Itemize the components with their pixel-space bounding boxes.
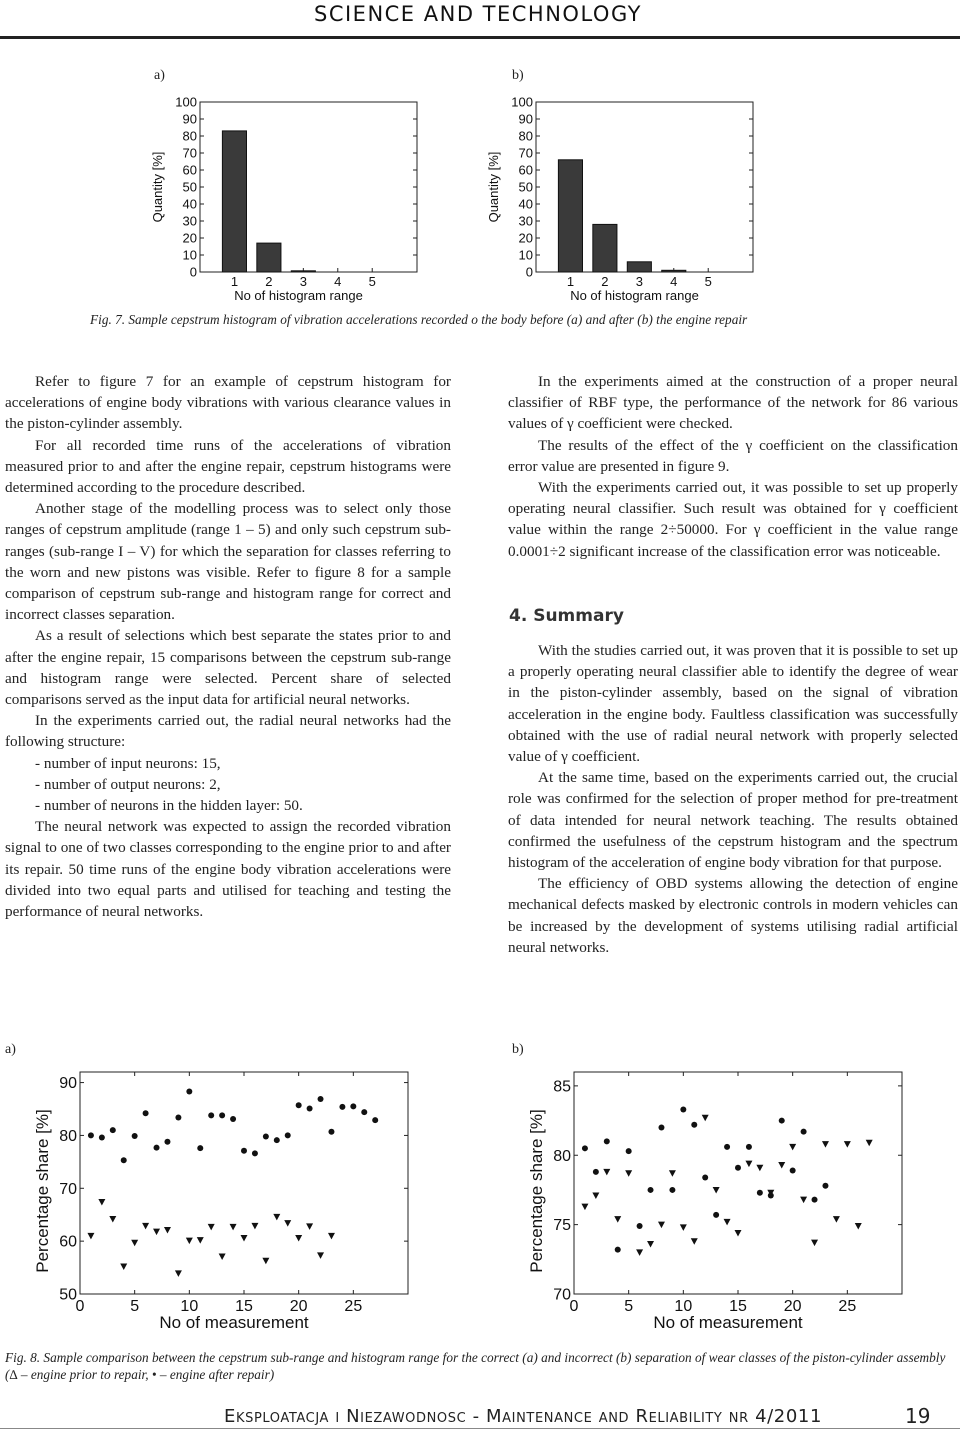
y-tick-label: 50 <box>182 179 197 195</box>
y-tick-label: 90 <box>182 111 197 127</box>
after-repair-point <box>801 1129 807 1135</box>
y-tick-label: 80 <box>59 1128 77 1146</box>
x-tick-label: 10 <box>674 1298 693 1315</box>
y-tick-label: 20 <box>182 230 197 246</box>
list-item-hidden-neurons: - number of neurons in the hidden layer: 50. <box>35 797 303 815</box>
after-repair-point <box>307 1105 313 1111</box>
after-repair-point <box>143 1110 149 1116</box>
after-repair-point <box>99 1135 105 1141</box>
x-tick-label: 2 <box>265 274 273 289</box>
y-tick-label: 90 <box>518 111 533 127</box>
histogram-bar <box>627 262 651 272</box>
histogram-bar <box>222 131 246 272</box>
y-tick-label: 100 <box>175 94 197 110</box>
after-repair-point <box>208 1112 214 1118</box>
y-tick-label: 70 <box>59 1180 77 1198</box>
y-tick-label: 70 <box>518 145 533 161</box>
x-tick-label: 1 <box>230 274 239 289</box>
after-repair-point <box>812 1197 818 1203</box>
x-tick-label: 0 <box>75 1298 85 1315</box>
fig8a-chart <box>28 1062 448 1342</box>
after-repair-point <box>164 1139 170 1145</box>
list-item-input-neurons: - number of input neurons: 15, <box>35 754 221 772</box>
after-repair-point <box>582 1145 588 1151</box>
y-tick-label: 80 <box>553 1147 571 1165</box>
after-repair-point <box>822 1183 828 1189</box>
after-repair-point <box>680 1106 686 1112</box>
after-repair-point <box>713 1212 719 1218</box>
footer-journal: Eksploatacja i Niezawodnosc - Maintenance and Reliability nr 4/2011 <box>224 1406 822 1427</box>
after-repair-point <box>615 1247 621 1253</box>
after-repair-point <box>252 1150 258 1156</box>
after-repair-point <box>604 1138 610 1144</box>
page-number: 19 <box>905 1404 931 1428</box>
y-tick-label: 0 <box>189 264 197 280</box>
y-tick-label: 40 <box>182 196 197 212</box>
left-paragraph-3: Another stage of the modelling process was to select only those ranges of cepstrum amplitude (range 1 – 5) and only such cepstrum sub-ranges (sub-range I – V) for which the separation for classes referring to the worn and new pistons was visible. Refer to figure 8 for a sample comparison of cepstrum sub-range and histogram range for correct and incorrect classes separation. <box>5 500 451 624</box>
y-tick-label: 80 <box>182 128 197 144</box>
fig8b-chart <box>522 1062 942 1342</box>
after-repair-point <box>361 1109 367 1115</box>
after-repair-point <box>626 1148 632 1154</box>
list-item-output-neurons: - number of output neurons: 2, <box>35 775 221 793</box>
right-paragraph-1: In the experiments aimed at the construction of a proper neural classifier of RBF type, the performance of the network for 86 various values of γ coefficient were checked. <box>508 373 958 433</box>
running-header: SCIENCE AND TECHNOLOGY <box>313 2 642 26</box>
right-paragraph-2: The results of the effect of the γ coefficient on the classification error value are presented in figure 9. <box>508 436 958 475</box>
x-tick-label: 20 <box>783 1298 802 1315</box>
after-repair-point <box>702 1174 708 1180</box>
section-title-summary: 4. Summary <box>509 606 624 626</box>
after-repair-point <box>88 1132 94 1138</box>
after-repair-point <box>121 1157 127 1163</box>
fig8-label-a: a) <box>5 1042 16 1057</box>
after-repair-point <box>372 1117 378 1123</box>
histogram-bar <box>257 243 281 272</box>
x-tick-label: 15 <box>729 1298 747 1315</box>
after-repair-point <box>669 1187 675 1193</box>
y-tick-label: 50 <box>59 1286 77 1304</box>
after-repair-point <box>263 1133 269 1139</box>
fig7b-chart <box>483 92 783 307</box>
y-axis-label: Quantity [%] <box>150 151 165 223</box>
plot-frame <box>80 1072 408 1294</box>
y-tick-label: 30 <box>182 213 197 229</box>
after-repair-point <box>637 1223 643 1229</box>
x-tick-label: 2 <box>601 274 609 289</box>
y-tick-label: 20 <box>518 230 533 246</box>
after-repair-point <box>790 1168 796 1174</box>
right-paragraph-5: At the same time, based on the experiments carried out, the crucial role was confirmed for the selection of proper method for pre-treatment of data intended for neural network teaching. The results obtained confirmed the usefulness of the cepstrum histogram and the spectrum histogram of the acceleration of engine body vibration for that purpose. <box>508 769 958 872</box>
x-tick-label: 20 <box>289 1298 308 1315</box>
left-paragraph-1: Refer to figure 7 for an example of cepstrum histogram for accelerations of engine body vibrations with various clearance values in the piston-cylinder assembly. <box>5 373 451 433</box>
x-tick-label: 25 <box>838 1298 857 1315</box>
right-column-top <box>508 371 958 562</box>
x-tick-label: 4 <box>670 274 678 289</box>
after-repair-point <box>593 1169 599 1175</box>
after-repair-point <box>779 1118 785 1124</box>
left-paragraph-4: As a result of selections which best separate the states prior to and after the engine repair, 15 comparisons between the cepstrum sub-range and histogram range were selected. Percent share of selected comparisons served as the input data for artificial neural networks. <box>5 627 451 709</box>
fig8-caption-label: Fig. 8. <box>5 1350 41 1365</box>
y-tick-label: 30 <box>518 213 533 229</box>
y-tick-label: 85 <box>553 1078 571 1096</box>
after-repair-point <box>175 1114 181 1120</box>
y-tick-label: 10 <box>182 247 197 263</box>
fig7-label-b: b) <box>512 68 524 83</box>
after-repair-point <box>724 1144 730 1150</box>
y-tick-label: 70 <box>553 1286 571 1304</box>
after-repair-point <box>691 1122 697 1128</box>
x-axis-label: No of measurement <box>159 1313 309 1332</box>
x-tick-label: 5 <box>130 1298 140 1315</box>
after-repair-point <box>648 1187 654 1193</box>
x-tick-label: 5 <box>368 274 376 289</box>
x-tick-label: 25 <box>344 1298 363 1315</box>
after-repair-point <box>285 1132 291 1138</box>
left-paragraph-2: For all recorded time runs of the accelerations of vibration measured prior to and after the engine repair, cepstrum histograms were determined according to the procedure described. <box>5 436 451 497</box>
right-column-summary <box>508 640 958 958</box>
fig8-caption <box>5 1349 960 1383</box>
y-tick-label: 80 <box>518 128 533 144</box>
fig7a-chart <box>145 92 445 307</box>
plot-frame <box>574 1072 902 1294</box>
y-tick-label: 50 <box>518 179 533 195</box>
y-tick-label: 10 <box>518 247 533 263</box>
fig8-caption-text: Sample comparison between the cepstrum sub-range and histogram range for the correct (a) and incorrect (b) separation of wear classes of the piston-cylinder assembly (∆ – engine prior to repair, • – engine after repair) <box>5 1350 946 1382</box>
after-repair-point <box>746 1144 752 1150</box>
footer-rule <box>0 1428 960 1429</box>
left-paragraph-6: The neural network was expected to assign the recorded vibration signal to one of two classes corresponding to the engine prior to and after its repair. 50 time runs of the engine body vibration accelerations were divided into two equal parts and utilised for teaching and testing the performance of neural networks. <box>5 818 451 921</box>
x-tick-label: 5 <box>624 1298 634 1315</box>
after-repair-point <box>350 1103 356 1109</box>
y-axis-label: Percentage share [%] <box>33 1109 52 1273</box>
histogram-bar <box>593 224 617 272</box>
histogram-bar <box>558 160 582 272</box>
x-tick-label: 15 <box>235 1298 253 1315</box>
right-paragraph-3: With the experiments carried out, it was possible to set up properly operating neural classifier. Such result was obtained for γ coefficient value within the range 2÷50000. For γ coefficient in the value range 0.0001÷2 significant increase of the classification error was noticeable. <box>508 479 958 560</box>
after-repair-point <box>154 1145 160 1151</box>
after-repair-point <box>110 1127 116 1133</box>
after-repair-point <box>241 1148 247 1154</box>
x-tick-label: 0 <box>569 1298 579 1315</box>
x-tick-label: 1 <box>566 274 575 289</box>
x-axis-label: No of histogram range <box>234 288 363 303</box>
x-axis-label: No of histogram range <box>570 288 699 303</box>
after-repair-point <box>186 1089 192 1095</box>
y-tick-label: 90 <box>59 1075 77 1093</box>
after-repair-point <box>132 1133 138 1139</box>
fig8-label-b: b) <box>512 1042 524 1057</box>
header-rule <box>0 36 960 39</box>
x-tick-label: 3 <box>635 274 643 289</box>
y-tick-label: 70 <box>182 145 197 161</box>
after-repair-point <box>296 1102 302 1108</box>
y-tick-label: 0 <box>525 264 533 280</box>
after-repair-point <box>757 1190 763 1196</box>
right-paragraph-4: With the studies carried out, it was proven that it is possible to set up a properly operating neural classifier able to identify the degree of wear in the piston-cylinder assembly, based on the signal of vibration acceleration in the engine body. Faultless classification was successfully obtained with the use of radial neural network with properly selected value of γ coefficient. <box>508 642 958 766</box>
after-repair-point <box>658 1125 664 1131</box>
after-repair-point <box>328 1129 334 1135</box>
x-tick-label: 4 <box>334 274 342 289</box>
x-tick-label: 5 <box>704 274 712 289</box>
right-paragraph-6: The efficiency of OBD systems allowing the detection of engine mechanical defects masked by electronic controls in modern vehicles can be increased by the development of systems utilising radial artificial neural networks. <box>508 875 958 956</box>
fig7-caption: Fig. 7. Sample cepstrum histogram of vibration accelerations recorded o the body before (a) and after (b) the engine repair <box>90 312 748 327</box>
histogram-bar <box>291 271 315 272</box>
histogram-bar <box>662 270 686 272</box>
y-tick-label: 40 <box>518 196 533 212</box>
after-repair-point <box>339 1104 345 1110</box>
left-paragraph-5: In the experiments carried out, the radial neural networks had the following structure: <box>5 712 451 751</box>
y-axis-label: Percentage share [%] <box>527 1109 546 1273</box>
x-tick-label: 10 <box>180 1298 199 1315</box>
after-repair-point <box>318 1096 324 1102</box>
y-tick-label: 100 <box>511 94 533 110</box>
y-axis-label: Quantity [%] <box>486 151 501 223</box>
after-repair-point <box>197 1145 203 1151</box>
y-tick-label: 60 <box>59 1233 77 1251</box>
x-axis-label: No of measurement <box>653 1313 803 1332</box>
x-tick-label: 3 <box>299 274 307 289</box>
y-tick-label: 75 <box>553 1217 571 1235</box>
after-repair-point <box>219 1112 225 1118</box>
after-repair-point <box>735 1165 741 1171</box>
left-column <box>5 371 451 922</box>
fig7-label-a: a) <box>154 68 165 83</box>
y-tick-label: 60 <box>182 162 197 178</box>
y-tick-label: 60 <box>518 162 533 178</box>
after-repair-point <box>274 1137 280 1143</box>
after-repair-point <box>230 1116 236 1122</box>
